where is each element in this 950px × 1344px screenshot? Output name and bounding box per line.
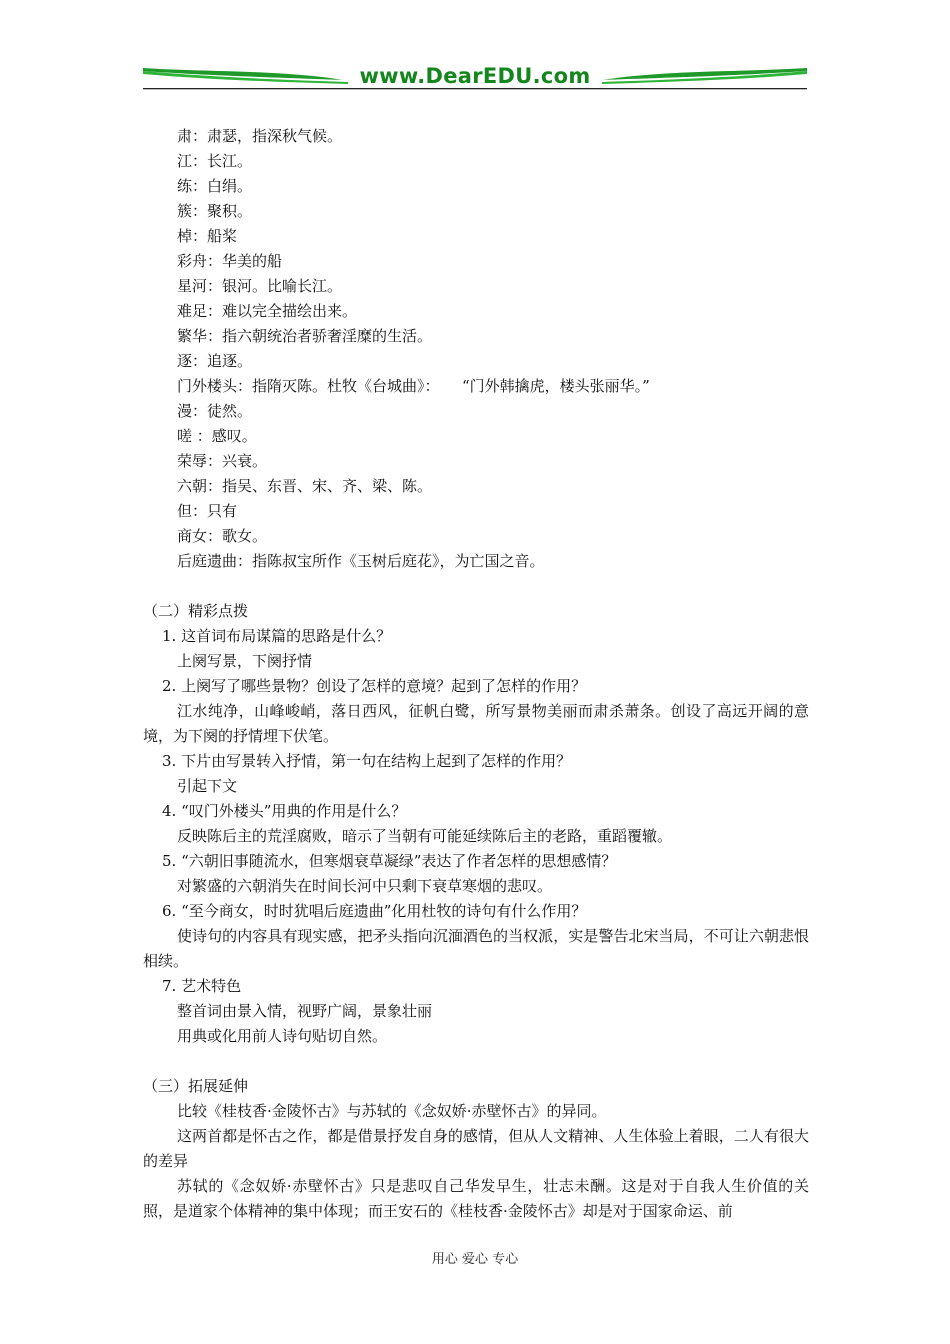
site-header xyxy=(143,58,807,94)
gloss-line: 嗟 ：感叹。 xyxy=(177,427,257,445)
gloss-line: 棹：船桨 xyxy=(177,227,238,245)
gloss-line: 但：只有 xyxy=(177,502,238,520)
section-heading: （二）精彩点拨 xyxy=(143,602,249,620)
answer: 江水纯净，山峰峻峭，落日西风，征帆白鹭，所写景物美丽而肃杀萧条。创设了高远开阔的意境，为下阕的抒情埋下伏笔。 xyxy=(143,702,809,745)
gloss-line: 星河：银河。比喻长江。 xyxy=(177,277,343,295)
answer: 上阕写景，下阕抒情 xyxy=(177,652,313,670)
question: 3. 下片由写景转入抒情，第一句在结构上起到了怎样的作用？ xyxy=(162,752,572,770)
gloss-line: 练：白绢。 xyxy=(177,177,253,195)
gloss-line: 肃：肃瑟，指深秋气候。 xyxy=(177,127,343,145)
answer: 引起下文 xyxy=(177,777,238,795)
gloss-line: 难足：难以完全描绘出来。 xyxy=(177,302,358,320)
gloss-line: 逐：追逐。 xyxy=(177,352,253,370)
gloss-line: 后庭遗曲：指陈叔宝所作《玉树后庭花》，为亡国之音。 xyxy=(177,552,545,570)
answer: 使诗句的内容具有现实感，把矛头指向沉湎酒色的当权派，实是警告北宋当局，不可让六朝悲恨相续。 xyxy=(143,927,809,970)
answer: 用典或化用前人诗句贴切自然。 xyxy=(177,1027,388,1045)
paragraph: 比较《桂枝香·金陵怀古》与苏轼的《念奴娇·赤壁怀古》的异同。 xyxy=(177,1102,607,1120)
gloss-line: 簇：聚积。 xyxy=(177,202,253,220)
question: 7. 艺术特色 xyxy=(162,977,242,995)
answer: 对繁盛的六朝消失在时间长河中只剩下衰草寒烟的悲叹。 xyxy=(177,877,553,895)
section-heading: （三）拓展延伸 xyxy=(143,1077,249,1095)
gloss-line: 漫：徒然。 xyxy=(177,402,253,420)
question: 6. “至今商女，时时犹唱后庭遗曲”化用杜牧的诗句有什么作用？ xyxy=(162,902,587,920)
gloss-line: 江：长江。 xyxy=(177,152,253,170)
question: 2. 上阕写了哪些景物？创设了怎样的意境？起到了怎样的作用？ xyxy=(162,677,587,695)
answer: 整首词由景入情，视野广阔，景象壮丽 xyxy=(177,1002,433,1020)
question: 4. “叹门外楼头”用典的作用是什么？ xyxy=(162,802,407,820)
gloss-line: 彩舟：华美的船 xyxy=(177,252,283,270)
paragraph: 苏轼的《念奴娇·赤壁怀古》只是悲叹自己华发早生，壮志未酬。这是对于自我人生价值的关照，是道家个体精神的集中体现；而王安石的《桂枝香·金陵怀古》却是对于国家命运、前 xyxy=(143,1177,809,1220)
answer: 反映陈后主的荒淫腐败，暗示了当朝有可能延续陈后主的老路，重蹈覆辙。 xyxy=(177,827,673,845)
page-footer: 用心 爱心 专心 xyxy=(431,1252,519,1267)
gloss-line: 门外楼头：指隋灭陈。杜牧《台城曲》： “门外韩擒虎，楼头张丽华。” xyxy=(177,377,650,395)
document-body xyxy=(143,124,809,1224)
site-logo-text: www.DearEDU.com xyxy=(359,64,591,88)
gloss-line: 商女：歌女。 xyxy=(177,527,268,545)
gloss-line: 六朝：指吴、东晋、宋、齐、梁、陈。 xyxy=(177,477,433,495)
gloss-line: 荣辱：兴衰。 xyxy=(177,452,268,470)
question: 5. “六朝旧事随流水，但寒烟衰草凝绿”表达了作者怎样的思想感情？ xyxy=(162,852,617,870)
paragraph: 这两首都是怀古之作，都是借景抒发自身的感情，但从人文精神、人生体验上着眼，二人有很大的差异 xyxy=(143,1127,809,1170)
gloss-line: 繁华：指六朝统治者骄奢淫糜的生活。 xyxy=(177,327,433,345)
question: 1. 这首词布局谋篇的思路是什么？ xyxy=(162,627,392,645)
